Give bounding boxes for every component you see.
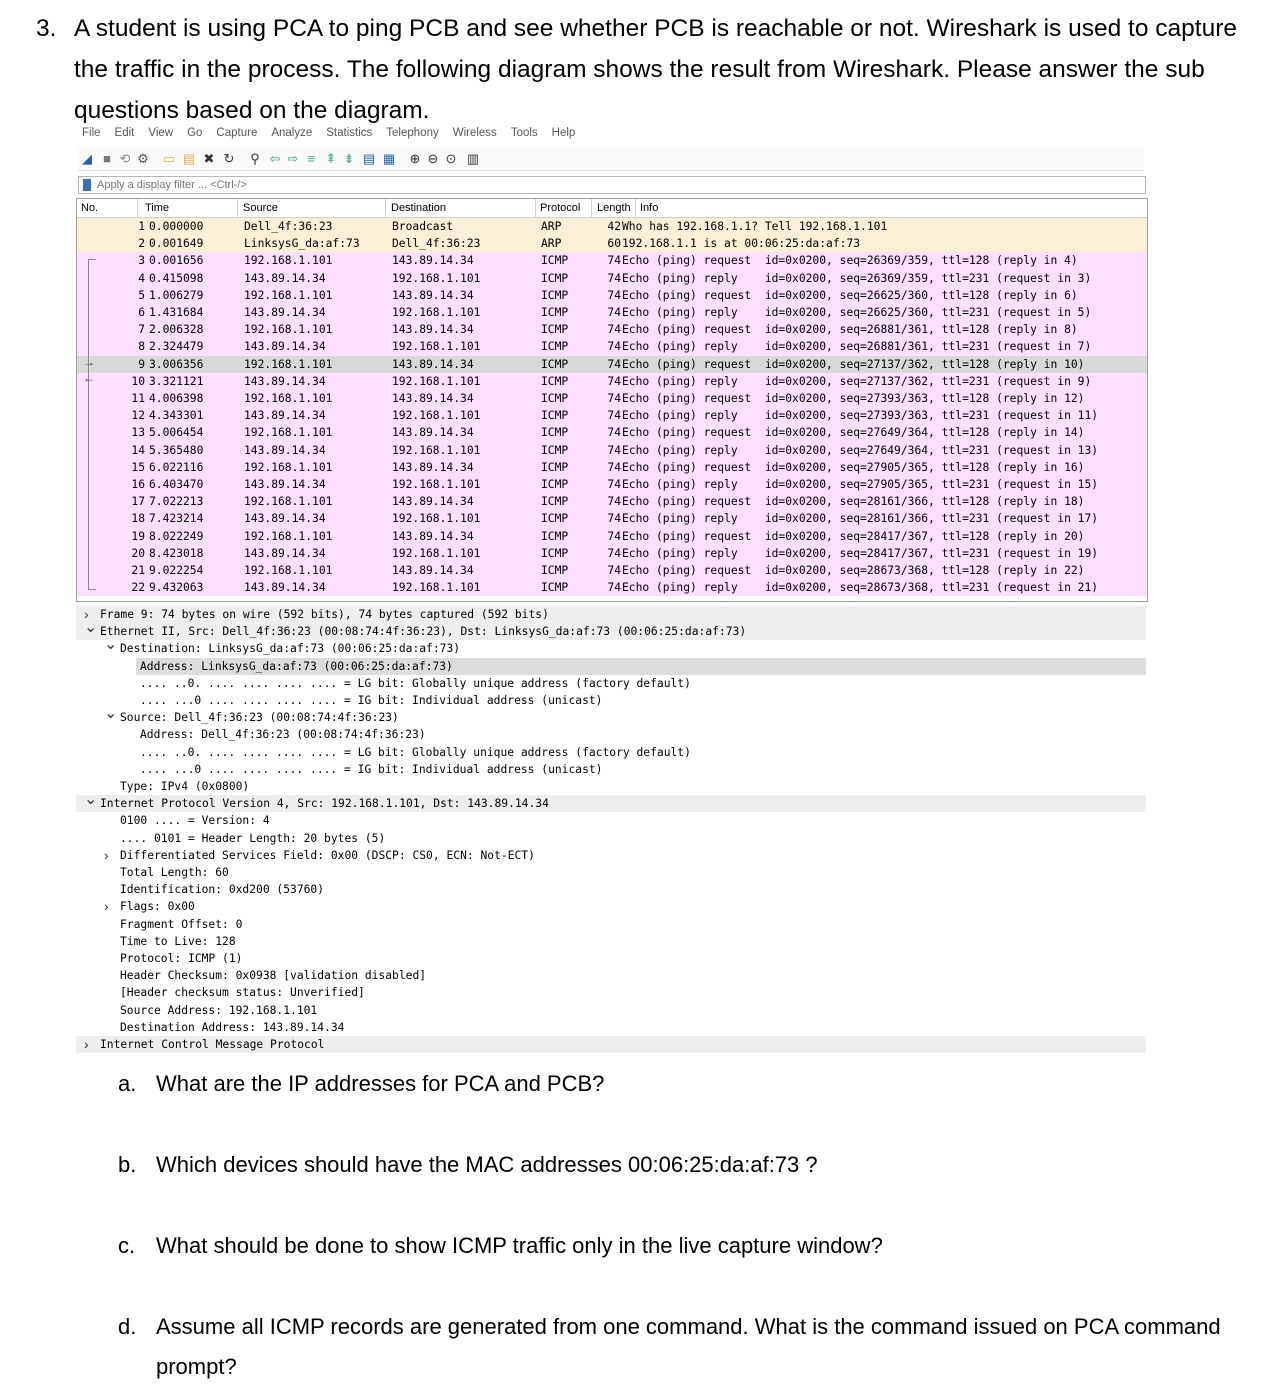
packet-source: 143.89.14.34 <box>244 546 326 560</box>
packet-info: Echo (ping) request id=0x0200, seq=27649/364, ttl=128 (reply in 14) <box>622 426 1085 440</box>
packet-time: 0.001649 <box>149 237 204 251</box>
column-separator[interactable] <box>635 199 636 217</box>
packet-row[interactable] <box>77 270 1147 287</box>
packet-length: 74 <box>607 564 621 577</box>
packet-row[interactable] <box>77 252 1147 269</box>
column-separator[interactable] <box>591 199 592 217</box>
packet-time: 0.000000 <box>149 220 204 233</box>
packet-row[interactable] <box>77 407 1147 424</box>
column-header-length[interactable]: Length <box>597 202 631 214</box>
packet-source: 143.89.14.34 <box>244 409 326 423</box>
packet-protocol: ICMP <box>541 271 569 285</box>
packet-time: 4.006398 <box>149 392 204 405</box>
stop-icon[interactable]: ■ <box>103 151 111 166</box>
detail-line[interactable]: Protocol: ICMP (1) <box>120 952 243 965</box>
packet-destination: 143.89.14.34 <box>392 564 474 577</box>
packet-destination: 192.168.1.101 <box>392 409 481 423</box>
packet-source: 192.168.1.101 <box>244 426 333 440</box>
packet-destination: 143.89.14.34 <box>392 392 474 405</box>
packet-source: 143.89.14.34 <box>244 271 326 285</box>
detail-line[interactable]: Identification: 0xd200 (53760) <box>120 883 325 897</box>
packet-row[interactable] <box>77 442 1147 459</box>
menu-item-view[interactable]: View <box>148 127 174 139</box>
detail-line[interactable]: Fragment Offset: 0 <box>120 917 243 931</box>
packet-protocol: ICMP <box>541 340 569 354</box>
packet-time: 5.006454 <box>149 426 204 440</box>
subquestion-text: What are the IP addresses for PCA and PCB? <box>156 1071 605 1096</box>
packet-destination: Dell_4f:36:23 <box>392 237 481 251</box>
last-icon[interactable]: ⇟ <box>343 151 355 166</box>
packet-destination: Broadcast <box>392 220 454 233</box>
packet-info: Echo (ping) reply id=0x0200, seq=28161/366, ttl=231 (request in 17) <box>622 512 1099 526</box>
packet-destination: 192.168.1.101 <box>392 581 481 595</box>
packet-protocol: ARP <box>541 237 562 251</box>
packet-info: Echo (ping) reply id=0x0200, seq=28673/368, ttl=231 (request in 21) <box>622 581 1099 595</box>
packet-source: 143.89.14.34 <box>244 340 326 354</box>
packet-source: 143.89.14.34 <box>244 443 326 457</box>
packet-row[interactable] <box>77 476 1147 493</box>
detail-line[interactable]: 0100 .... = Version: 4 <box>120 814 270 828</box>
packet-info: Who has 192.168.1.1? Tell 192.168.1.101 <box>622 220 888 233</box>
request-arrow-icon: → <box>83 355 95 369</box>
packet-destination: 143.89.14.34 <box>392 357 474 371</box>
column-header-info[interactable]: Info <box>640 202 659 214</box>
packet-info: Echo (ping) reply id=0x0200, seq=28417/367, ttl=231 (request in 19) <box>622 546 1099 560</box>
packet-source: 192.168.1.101 <box>244 254 333 268</box>
find-icon[interactable]: ⚲ <box>250 151 260 166</box>
column-separator[interactable] <box>137 199 138 217</box>
expanded-chevron-icon[interactable]: ⌄ <box>84 619 98 637</box>
packet-number: 6 <box>138 306 145 319</box>
packet-time: 5.365480 <box>149 443 204 457</box>
packet-number: 11 <box>131 392 145 405</box>
packet-protocol: ICMP <box>541 392 569 405</box>
packet-row[interactable] <box>77 373 1147 390</box>
packet-protocol: ICMP <box>541 460 569 474</box>
packet-info: 192.168.1.1 is at 00:06:25:da:af:73 <box>622 237 861 251</box>
packet-number: 7 <box>138 323 145 337</box>
packet-row[interactable] <box>77 528 1147 545</box>
subquestion-text: Which devices should have the MAC addresses 00:06:25:da:af:73 ? <box>156 1152 818 1177</box>
packet-destination: 143.89.14.34 <box>392 288 474 302</box>
menu-item-telephony[interactable]: Telephony <box>386 127 439 139</box>
display-filter-bar[interactable] <box>78 176 1146 194</box>
packet-number: 19 <box>131 529 145 543</box>
packet-row[interactable] <box>77 390 1147 407</box>
packet-protocol: ICMP <box>541 478 569 491</box>
display-filter-input[interactable]: Apply a display filter ... <Ctrl-/> <box>97 179 247 191</box>
packet-number: 2 <box>138 237 145 251</box>
column-separator[interactable] <box>237 199 238 217</box>
packet-time: 7.022213 <box>149 495 204 509</box>
detail-line[interactable]: Destination: LinksysG_da:af:73 (00:06:25:da:af:73) <box>120 642 461 656</box>
detail-line[interactable]: Ethernet II, Src: Dell_4f:36:23 (00:08:74:4f:36:23), Dst: LinksysG_da:af:73 (00:06:25:da:af:73) <box>100 625 747 639</box>
packet-info: Echo (ping) reply id=0x0200, seq=27905/365, ttl=231 (request in 15) <box>622 478 1099 491</box>
menu-item-go[interactable]: Go <box>187 127 203 139</box>
packet-destination: 143.89.14.34 <box>392 495 474 509</box>
packet-source: 192.168.1.101 <box>244 564 333 577</box>
menu-item-analyze[interactable]: Analyze <box>271 127 313 139</box>
conversation-bracket <box>88 259 96 590</box>
resize-columns-icon[interactable]: ▥ <box>466 151 480 166</box>
packet-time: 2.324479 <box>149 340 204 354</box>
packet-time: 3.321121 <box>149 374 204 388</box>
packet-destination: 143.89.14.34 <box>392 254 474 268</box>
autoscroll-icon[interactable]: ▤ <box>362 151 376 166</box>
packet-source: 143.89.14.34 <box>244 581 326 595</box>
packet-row[interactable] <box>77 510 1147 527</box>
packet-source: 192.168.1.101 <box>244 460 333 474</box>
packet-info: Echo (ping) request id=0x0200, seq=26881/361, ttl=128 (reply in 8) <box>622 323 1078 337</box>
packet-length: 74 <box>607 340 621 354</box>
packet-info: Echo (ping) request id=0x0200, seq=27393/363, ttl=128 (reply in 12) <box>622 392 1085 405</box>
column-separator[interactable] <box>385 199 386 217</box>
packet-destination: 192.168.1.101 <box>392 512 481 526</box>
detail-line[interactable]: .... ..0. .... .... .... .... = LG bit: Globally unique address (factory default) <box>140 745 691 759</box>
detail-line[interactable]: Time to Live: 128 <box>120 934 236 948</box>
packet-destination: 192.168.1.101 <box>392 546 481 560</box>
packet-time: 8.423018 <box>149 546 204 560</box>
reload-icon[interactable]: ↻ <box>223 151 235 166</box>
packet-row[interactable] <box>77 287 1147 304</box>
goto-icon[interactable]: ≡ <box>307 151 315 166</box>
detail-line[interactable]: Differentiated Services Field: 0x00 (DSCP: CS0, ECN: Not-ECT) <box>120 848 535 862</box>
bookmark-icon[interactable] <box>83 179 91 191</box>
packet-protocol: ICMP <box>541 323 569 337</box>
packet-protocol: ICMP <box>541 529 569 543</box>
packet-info: Echo (ping) reply id=0x0200, seq=27649/364, ttl=231 (request in 13) <box>622 443 1099 457</box>
detail-line[interactable]: Total Length: 60 <box>120 866 229 879</box>
subquestion-letter: a. <box>118 1071 137 1096</box>
packet-destination: 143.89.14.34 <box>392 426 474 440</box>
packet-destination: 192.168.1.101 <box>392 443 481 457</box>
packet-protocol: ARP <box>541 220 562 233</box>
packet-protocol: ICMP <box>541 564 569 577</box>
packet-time: 0.001656 <box>149 254 204 268</box>
packet-protocol: ICMP <box>541 495 569 509</box>
zoom-in-icon[interactable]: ⊕ <box>409 151 421 166</box>
packet-row[interactable] <box>77 235 1147 252</box>
packet-number: 15 <box>131 460 145 474</box>
packet-time: 4.343301 <box>149 409 204 423</box>
packet-row[interactable] <box>77 579 1147 596</box>
column-header-destination[interactable]: Destination <box>391 202 447 214</box>
detail-line[interactable]: Source Address: 192.168.1.101 <box>120 1003 318 1017</box>
collapsed-chevron-icon[interactable]: › <box>84 1036 89 1052</box>
packet-protocol: ICMP <box>541 409 569 423</box>
detail-line[interactable]: Source: Dell_4f:36:23 (00:08:74:4f:36:23) <box>120 711 399 725</box>
packet-number: 1 <box>138 220 145 233</box>
packet-source: 143.89.14.34 <box>244 374 326 388</box>
packet-length: 74 <box>607 357 621 371</box>
packet-row[interactable] <box>77 218 1147 235</box>
packet-list[interactable] <box>76 198 1148 602</box>
packet-protocol: ICMP <box>541 581 569 595</box>
packet-length: 74 <box>607 546 621 560</box>
column-header-protocol[interactable]: Protocol <box>540 202 581 214</box>
packet-info: Echo (ping) reply id=0x0200, seq=27137/362, ttl=231 (request in 9) <box>622 374 1092 388</box>
packet-number: 5 <box>138 288 145 302</box>
collapsed-chevron-icon[interactable]: › <box>104 846 109 863</box>
packet-row[interactable] <box>77 424 1147 441</box>
packet-length: 74 <box>607 254 621 268</box>
detail-line[interactable]: [Header checksum status: Unverified] <box>120 986 365 1000</box>
packet-row[interactable] <box>77 321 1147 338</box>
packet-protocol: ICMP <box>541 254 569 268</box>
packet-number: 16 <box>131 478 145 491</box>
question-text: A student is using PCA to ping PCB and see whether PCB is reachable or not. Wireshark is used to capture the traffic in the process. The following diagram shows the result from Wireshark. Please answer the sub questions based on the diagram. <box>74 15 1238 124</box>
expanded-chevron-icon[interactable]: ⌄ <box>104 636 118 654</box>
question-number: 3. <box>36 15 57 42</box>
packet-time: 1.431684 <box>149 306 204 319</box>
packet-info: Echo (ping) request id=0x0200, seq=27905/365, ttl=128 (reply in 16) <box>622 460 1085 474</box>
packet-number: 3 <box>138 254 145 268</box>
packet-info: Echo (ping) request id=0x0200, seq=28673/368, ttl=128 (reply in 22) <box>622 564 1085 577</box>
close-file-icon[interactable]: ✖ <box>203 151 215 166</box>
packet-source: 192.168.1.101 <box>244 323 333 337</box>
packet-destination: 143.89.14.34 <box>392 323 474 337</box>
forward-icon[interactable]: ⇨ <box>287 151 299 166</box>
packet-time: 2.006328 <box>149 323 204 337</box>
zoom-out-icon[interactable]: ⊖ <box>427 151 439 166</box>
subquestion-text: What should be done to show ICMP traffic only in the live capture window? <box>156 1233 883 1258</box>
packet-length: 74 <box>607 495 621 509</box>
packet-number: 12 <box>131 409 145 423</box>
packet-number: 21 <box>131 564 145 577</box>
packet-row[interactable] <box>77 356 1147 373</box>
packet-row[interactable] <box>77 562 1147 579</box>
packet-number: 18 <box>131 512 145 526</box>
packet-info: Echo (ping) request id=0x0200, seq=27137/362, ttl=128 (reply in 10) <box>622 357 1085 371</box>
colorize-icon[interactable]: ▦ <box>382 151 396 166</box>
subquestion-letter: d. <box>118 1314 137 1339</box>
reply-arrow-icon: ← <box>83 371 95 385</box>
collapsed-chevron-icon[interactable]: › <box>104 898 109 915</box>
detail-line[interactable]: Flags: 0x00 <box>120 900 195 914</box>
packet-length: 74 <box>607 460 621 474</box>
packet-destination: 192.168.1.101 <box>392 271 481 285</box>
collapsed-chevron-icon[interactable]: › <box>84 606 89 622</box>
packet-row[interactable] <box>77 493 1147 510</box>
packet-info: Echo (ping) reply id=0x0200, seq=26625/360, ttl=231 (request in 5) <box>622 306 1092 319</box>
detail-line[interactable]: Header Checksum: 0x0938 [validation disabled] <box>120 969 427 983</box>
packet-length: 74 <box>607 288 621 302</box>
packet-source: 143.89.14.34 <box>244 512 326 526</box>
packet-info: Echo (ping) request id=0x0200, seq=28161/366, ttl=128 (reply in 18) <box>622 495 1085 509</box>
packet-number: 8 <box>138 340 145 354</box>
wireshark-window <box>76 124 1146 1058</box>
packet-source: LinksysG_da:af:73 <box>244 237 360 251</box>
packet-source: 192.168.1.101 <box>244 529 333 543</box>
packet-protocol: ICMP <box>541 512 569 526</box>
expanded-chevron-icon[interactable]: ⌄ <box>104 705 118 723</box>
packet-destination: 192.168.1.101 <box>392 306 481 319</box>
packet-row[interactable] <box>77 545 1147 562</box>
packet-length: 74 <box>607 529 621 543</box>
packet-source: 192.168.1.101 <box>244 357 333 371</box>
open-icon[interactable]: ▭ <box>162 151 176 166</box>
packet-protocol: ICMP <box>541 546 569 560</box>
packet-source: 192.168.1.101 <box>244 392 333 405</box>
subquestion-letter: c. <box>118 1233 136 1258</box>
packet-time: 0.415098 <box>149 271 204 285</box>
packet-length: 74 <box>607 426 621 440</box>
back-icon[interactable]: ⇦ <box>269 151 281 166</box>
packet-destination: 192.168.1.101 <box>392 374 481 388</box>
packet-time: 9.022254 <box>149 564 204 577</box>
packet-row[interactable] <box>77 338 1147 355</box>
column-header-time[interactable]: Time <box>145 202 170 214</box>
packet-info: Echo (ping) reply id=0x0200, seq=26881/361, ttl=231 (request in 7) <box>622 340 1092 354</box>
first-icon[interactable]: ⇞ <box>325 151 337 166</box>
main-toolbar <box>78 148 1144 171</box>
packet-protocol: ICMP <box>541 443 569 457</box>
packet-source: 192.168.1.101 <box>244 495 333 509</box>
menu-item-tools[interactable]: Tools <box>510 127 538 139</box>
packet-destination: 143.89.14.34 <box>392 529 474 543</box>
packet-length: 74 <box>607 374 621 388</box>
packet-protocol: ICMP <box>541 306 569 319</box>
menu-item-capture[interactable]: Capture <box>216 127 258 139</box>
menu-item-statistics[interactable]: Statistics <box>326 127 373 139</box>
packet-row[interactable] <box>77 459 1147 476</box>
detail-line[interactable]: .... ...0 .... .... .... .... = IG bit: Individual address (unicast) <box>140 694 603 707</box>
detail-line[interactable]: Address: LinksysG_da:af:73 (00:06:25:da:af:73) <box>140 659 453 673</box>
packet-details[interactable] <box>76 606 1146 1054</box>
packet-length: 74 <box>607 271 621 285</box>
subquestion-letter: b. <box>118 1152 137 1177</box>
packet-number: 22 <box>131 581 145 595</box>
packet-source: 143.89.14.34 <box>244 478 326 491</box>
packet-number: 9 <box>138 357 145 371</box>
packet-source: 143.89.14.34 <box>244 306 326 319</box>
packet-time: 6.403470 <box>149 478 204 491</box>
zoom-normal-icon[interactable]: ⊙ <box>445 151 457 166</box>
packet-time: 9.432063 <box>149 581 204 595</box>
packet-time: 7.423214 <box>149 512 204 526</box>
expanded-chevron-icon[interactable]: ⌄ <box>84 791 98 809</box>
packet-destination: 192.168.1.101 <box>392 340 481 354</box>
packet-number: 13 <box>131 426 145 440</box>
packet-info: Echo (ping) reply id=0x0200, seq=27393/363, ttl=231 (request in 11) <box>622 409 1099 423</box>
packet-number: 17 <box>131 495 145 509</box>
packet-time: 3.006356 <box>149 357 204 371</box>
restart-icon[interactable]: ⟲ <box>119 151 131 166</box>
packet-info: Echo (ping) reply id=0x0200, seq=26369/359, ttl=231 (request in 3) <box>622 271 1092 285</box>
packet-number: 10 <box>131 374 145 388</box>
packet-info: Echo (ping) request id=0x0200, seq=26625/360, ttl=128 (reply in 6) <box>622 288 1078 302</box>
packet-destination: 192.168.1.101 <box>392 478 481 491</box>
packet-length: 74 <box>607 581 621 595</box>
detail-line[interactable]: Destination Address: 143.89.14.34 <box>120 1020 345 1034</box>
packet-source: Dell_4f:36:23 <box>244 220 333 233</box>
save-icon[interactable]: ▤ <box>182 151 196 166</box>
packet-protocol: ICMP <box>541 357 569 371</box>
detail-line[interactable]: Internet Control Message Protocol <box>100 1038 325 1051</box>
detail-line[interactable]: .... 0101 = Header Length: 20 bytes (5) <box>120 831 386 845</box>
subquestion-text: Assume all ICMP records are generated from one command. What is the command issued on PCA command prompt? <box>156 1314 1221 1379</box>
detail-line[interactable]: .... ...0 .... .... .... .... = IG bit: Individual address (unicast) <box>140 762 603 776</box>
packet-number: 20 <box>131 546 145 560</box>
packet-time: 1.006279 <box>149 288 204 302</box>
packet-length: 74 <box>607 392 621 405</box>
packet-time: 8.022249 <box>149 529 204 543</box>
menu-item-edit[interactable]: Edit <box>114 127 135 139</box>
packet-number: 4 <box>138 271 145 285</box>
packet-list-header <box>77 199 1147 218</box>
column-separator[interactable] <box>535 199 536 217</box>
packet-time: 6.022116 <box>149 460 204 474</box>
detail-line[interactable]: Frame 9: 74 bytes on wire (592 bits), 74 bytes captured (592 bits) <box>100 608 549 621</box>
menu-bar <box>82 127 589 145</box>
shark-fin-icon[interactable]: ◢ <box>82 151 92 166</box>
packet-length: 42 <box>607 220 621 233</box>
packet-source: 192.168.1.101 <box>244 288 333 302</box>
packet-protocol: ICMP <box>541 426 569 440</box>
packet-length: 74 <box>607 443 621 457</box>
packet-protocol: ICMP <box>541 374 569 388</box>
options-icon[interactable]: ⚙ <box>137 151 149 166</box>
packet-length: 74 <box>607 478 621 491</box>
packet-length: 74 <box>607 323 621 337</box>
packet-protocol: ICMP <box>541 288 569 302</box>
packet-info: Echo (ping) request id=0x0200, seq=26369/359, ttl=128 (reply in 4) <box>622 254 1078 268</box>
packet-length: 60 <box>607 237 621 251</box>
menu-item-help[interactable]: Help <box>551 127 576 139</box>
packet-info: Echo (ping) request id=0x0200, seq=28417/367, ttl=128 (reply in 20) <box>622 529 1085 543</box>
detail-line[interactable]: Type: IPv4 (0x0800) <box>120 780 250 793</box>
packet-length: 74 <box>607 306 621 319</box>
packet-length: 74 <box>607 512 621 526</box>
detail-line[interactable]: Address: Dell_4f:36:23 (00:08:74:4f:36:23) <box>140 728 426 742</box>
column-header-no[interactable]: No. <box>81 202 99 214</box>
detail-line[interactable]: .... ..0. .... .... .... .... = LG bit: Globally unique address (factory default) <box>140 676 691 690</box>
packet-destination: 143.89.14.34 <box>392 460 474 474</box>
menu-item-file[interactable]: File <box>82 127 101 139</box>
packet-row[interactable] <box>77 304 1147 321</box>
packet-length: 74 <box>607 409 621 423</box>
detail-line[interactable]: Internet Protocol Version 4, Src: 192.168.1.101, Dst: 143.89.14.34 <box>100 797 549 811</box>
column-header-source[interactable]: Source <box>243 202 278 214</box>
menu-item-wireless[interactable]: Wireless <box>452 127 497 139</box>
packet-number: 14 <box>131 443 145 457</box>
